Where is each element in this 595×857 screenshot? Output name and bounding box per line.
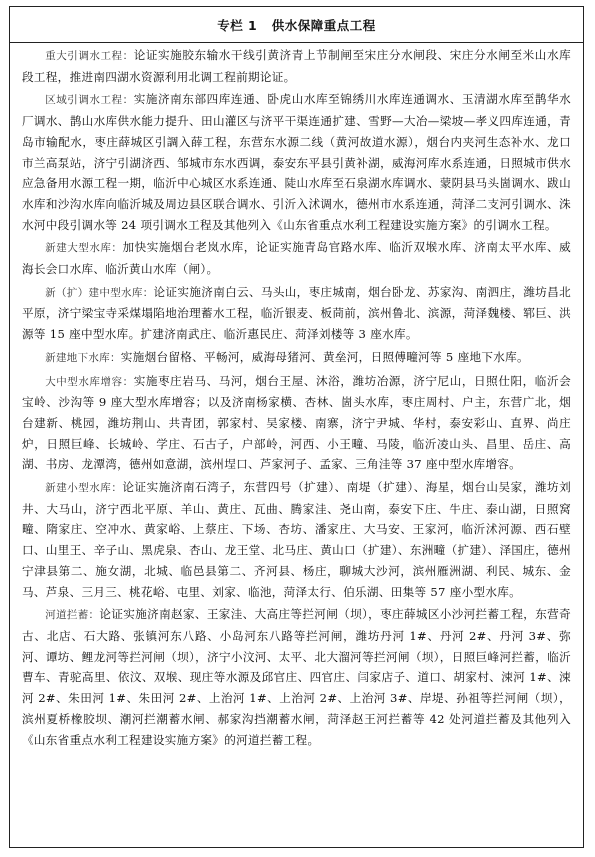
feature-panel [9, 6, 584, 848]
section-text: 论证实施济南赵家、王家洼、大高庄等拦河闸（坝），枣庄薛城区小沙河拦蓄工程，东营奇古、北店、石大路、张镇河东八路、小岛河东八路等拦河闸，潍坊丹河 1#、丹河 2#、丹河 3#、弥河、谭坊、鲤龙河等拦河闸（坝），济宁小汶河、太平、北大溜河等拦河闸（坝），日照巨峰河拦蓄，临沂曹车、青驼高里、依汶、双堠、现庄等水源及邱官庄、四官庄、闫家店子、道口、胡家村、涑河 1#、涑河 2#、朱田河 1#、朱田河 2#、上治河 1#、上治河 2#、上治河 3#、岸堤、孙祖等拦河闸（坝），滨州夏桥橡胶坝、潮河拦潮蓄水闸、郝家沟挡潮蓄水闸，菏泽赵王河拦蓄等 42 处河道拦蓄及其他列入《山东省重点水利工程建设实施方案》的河道拦蓄工程。 [22, 607, 572, 747]
section-text: 论证实施济南白云、马头山，枣庄城南，烟台卧龙、苏家沟、南泗庄，潍坊昌北平原，济宁梁宝寺采煤塌陷地治理蓄水工程，临沂银麦、板茼前，滨州鲁北、滨源，菏泽魏楼、郓巨、洪源等 15 座中型水库。扩建济南武庄、临沂惠民庄、菏泽刘楼等 3 座水库。 [22, 284, 572, 342]
section-regional-water-diversion [22, 89, 571, 235]
section-heading: 河道拦蓄： [45, 609, 100, 622]
section-new-large-reservoirs [22, 237, 571, 279]
panel-title: 专栏 1 供水保障重点工程 [217, 17, 376, 33]
section-heading: 区域引调水工程： [45, 94, 134, 107]
section-new-small-reservoirs [22, 477, 571, 602]
section-text: 实施济南东部四库连通、卧虎山水库至锦绣川水库连通调水、玉清湖水库至鹊华水厂调水、鹊山水库供水能力提升、田山灌区与济平干渠连通扩建、雪野—大冶—梁坡—孝义四库连通，青岛市输配水，枣庄薛城区引調入薛工程，东营东水源二线（黄河故道水源），烟台内夹河生态补水、龙口市兰高泵站，济宁引湖济西、邹城市东水西调，泰安东平县引黄补湖，威海河库水系连通，日照城市供水应急备用水源工程一期，临沂中心城区水系连通、陡山水库至石泉湖水库调水、蒙阴县马头崮调水、跋山水库和沙沟水库向临沂城及周边县区联合调水、引沂入沭调水，德州市水系连通，菏泽二支河引调水、洙水河中段引调水等 24 项引调水工程及其他列入《山东省重点水利工程建设实施方案》的引调水工程。 [22, 92, 571, 232]
section-heading: 新建小型水库： [45, 482, 123, 495]
section-heading: 新建地下水库： [45, 351, 121, 364]
section-heading: 重大引调水工程： [45, 50, 134, 62]
section-heading: 新建大型水库： [45, 242, 123, 255]
section-heading: 大中型水库增容： [45, 375, 134, 388]
section-river-interception [22, 604, 571, 750]
section-reservoir-capacity-increase [22, 371, 571, 476]
panel-content [22, 45, 571, 843]
section-major-water-diversion [22, 45, 571, 87]
section-heading: 新（扩）建中型水库： [45, 286, 154, 299]
section-text: 加快实施烟台老岚水库，论证实施青岛官路水库、临沂双堠水库、济南太平水库、威海长会口水库、临沂黄山水库（闸）。 [22, 240, 571, 277]
section-text: 实施枣庄岩马、马河，烟台王屋、沐浴，潍坊冶源，济宁尼山，日照仕阳，临沂会宝岭、沙沟等 9 座大型水库增容；以及济南杨家横、杏林、崮头水库，枣庄周村、户主，东营广北，烟台建新、桃园，潍坊荆山、共青团，郭家村、吴家楼、南寨，济宁尹城、华村，泰安彩山、直界、尚庄炉，日照巨峰、长城岭、学庄、石古子，户部岭，河西、小王疃、马陵，临沂凌山头、昌里、岳庄、高湖、书房、龙潭湾，德州如意湖，滨州埕口、芦家河子、孟家、三角洼等 37 座中型水库增容。 [22, 373, 571, 472]
section-medium-reservoirs [22, 282, 571, 345]
section-underground-reservoirs [22, 347, 571, 369]
panel-title-row [10, 7, 583, 43]
section-text: 论证实施济南石湾子，东营四号（扩建）、南堤（扩建）、海星，烟台山吴家，潍坊刘井、大马山，济宁西北平原、羊山、黄庄、瓦曲、腾家洼、尧山南，泰安下庄、牛庄、泰山湖，日照窝疃、隋家庄、空冲水、黄家峪、上蔡庄、下场、杏坊、潘家庄、大马安、王家河，临沂沭河源、西石壁口、山里王、辛子山、黑虎泉、杏山、龙王堂、北马庄、黄山口（扩建）、东洲疃（扩建）、泽国庄，德州宁津县第二、施女湖，北城、临邑县第二、齐河县、杨庄，聊城大沙河，滨州雁洲湖、利民、城东、金马、芦泉、三月三、桃花峪、屯里、刘家、临池，菏泽太行、伯乐湖、田集等 57 座小型水库。 [22, 480, 571, 599]
section-text: 论证实施胶东输水干线引黄济青上节制闸至宋庄分水闸段、宋庄分水闸至米山水库段工程，推进南四湖水资源利用北调工程前期论证。 [22, 48, 571, 84]
section-text: 实施烟台留格、平畅河，威海母猪河、黄垒河，日照傅疃河等 5 座地下水库。 [120, 349, 529, 364]
